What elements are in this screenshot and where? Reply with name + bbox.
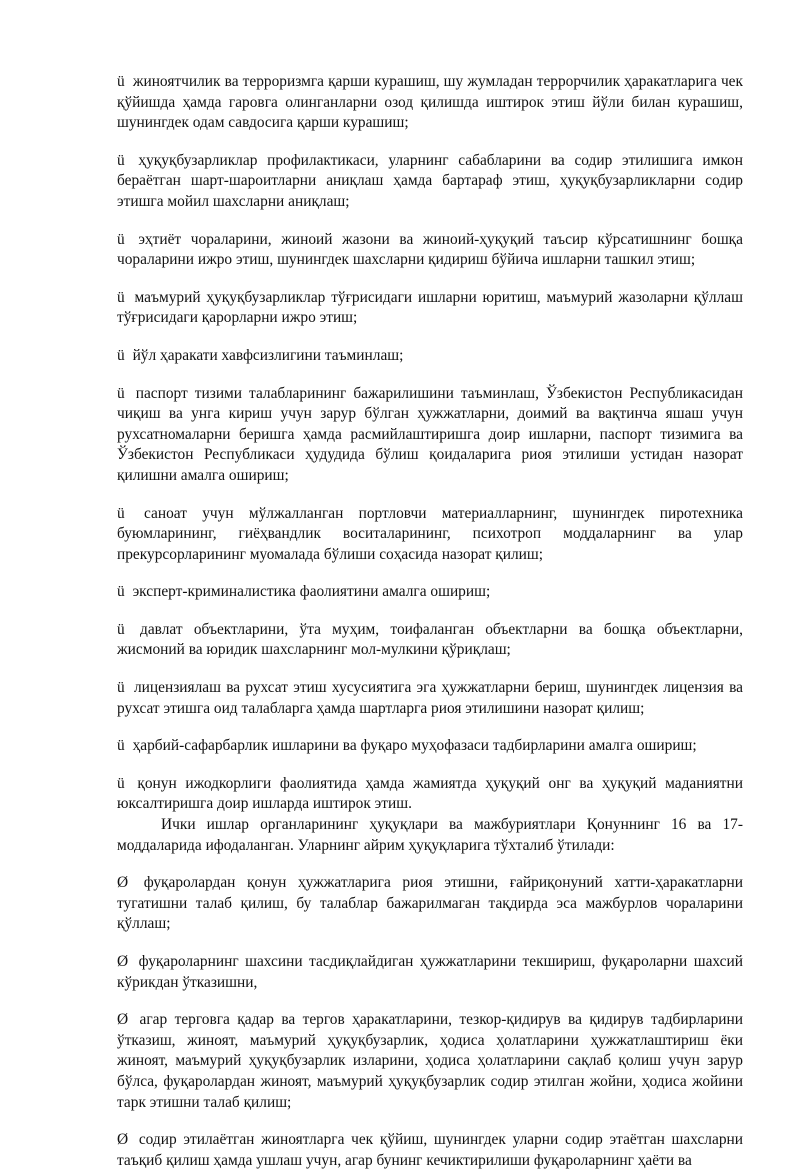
arrow-bullet-icon: Ø xyxy=(117,874,129,892)
list-item-text: қонун ижодкорлиги фаолиятида ҳамда жамиятда ҳуқуқий онг ва ҳуқуқий маданиятни юксалтиришга доир ишларда иштирок этиш. xyxy=(117,774,743,813)
checkmark-bullet-icon: ü xyxy=(117,620,125,638)
checkmark-bullet-icon: ü xyxy=(117,151,125,169)
list-item xyxy=(117,1130,743,1171)
list-item xyxy=(117,504,743,566)
checkmark-bullet-icon: ü xyxy=(117,346,125,364)
list-item xyxy=(117,346,743,367)
list-item-text: йўл ҳаракати хавфсизлигини таъминлаш; xyxy=(132,346,404,364)
list-item xyxy=(117,678,743,719)
list-item-text: эксперт-криминалистика фаолиятини амалга ошириш; xyxy=(132,583,491,601)
list-item-text: давлат объектларини, ўта муҳим, тоифаланган объектларни ва бошқа объектларни, жисмоний ва юридик шахсларнинг мол-мулкини қўриқлаш; xyxy=(117,620,743,659)
arrow-bullet-icon: Ø xyxy=(117,953,129,970)
list-item xyxy=(117,736,743,757)
checkmark-bullet-icon: ü xyxy=(117,774,125,792)
list-item-text: ҳуқуқбузарликлар профилактикаси, уларнинг сабабларини ва содир этилишига имкон бераётган шарт-шароитларни аниқлаш ҳамда бартараф этиш, ҳуқуқбузарликларни содир этишга мойил шахсларни аниқлаш; xyxy=(117,151,743,210)
list-item xyxy=(117,384,743,487)
list-item-text: фуқароларнинг шахсини тасдиқлайдиган ҳужжатларини текшириш, фуқароларни шахсий кўрикдан ўтказишни, xyxy=(117,953,743,991)
list-item-text: маъмурий ҳуқуқбузарликлар тўғрисидаги ишларни юритиш, маъмурий жазоларни қўллаш тўғрисидаги қарорларни ижро этиш; xyxy=(117,288,743,327)
arrow-bullet-icon: Ø xyxy=(117,1011,129,1029)
list-item xyxy=(117,1010,743,1113)
list-item-text: саноат учун мўлжалланган портловчи материалларнинг, шунингдек пиротехника буюмларининг, гиёҳвандлик воситаларининг, психотроп моддаларнинг ва улар прекурсорларининг муомалада бўлиши соҳасида назорат қилиш; xyxy=(117,504,743,563)
list-item xyxy=(117,774,743,815)
checkmark-bullet-icon: ü xyxy=(117,583,125,601)
list-item xyxy=(117,620,743,661)
list-item-text: паспорт тизими талабларининг бажарилишини таъминлаш, Ўзбекистон Республикасидан чиқиш ва унга кириш учун зарур бўлган ҳужжатларни, доимий ва вақтинча яшаш учун рухсатномаларни беришга ҳамда расмийлаштиришга доир ишларни, паспорт тизимига ва Ўзбекистон Республикаси ҳудудида бўлиш қоидаларига риоя этилиши устидан назорат қилишни амалга ошириш; xyxy=(117,384,743,484)
list-item xyxy=(117,952,743,993)
arrow-bullet-icon: Ø xyxy=(117,1131,129,1149)
list-item xyxy=(117,873,743,935)
checkmark-bullet-icon: ü xyxy=(117,679,125,697)
checkmark-bullet-icon: ü xyxy=(117,73,125,90)
list-item-text: агар терговга қадар ва тергов ҳаракатларини, тезкор-қидирув ва қидирув тадбирларини ўтказиш, жиноят, маъмурий ҳуқуқбузарлик, ҳодиса ҳолатларини ҳужжатлаштириш ёки жиноят, маъмурий ҳуқуқбузарлик изларини, ҳодиса ҳолатларини сақлаб қолиш учун зарур бўлса, фуқаролардан жиноят, маъмурий ҳуқуқбузарлик содир этилган жойни, ҳодиса жойини тарк этишни талаб қилиш; xyxy=(117,1011,744,1111)
checkmark-bullet-icon: ü xyxy=(117,230,125,248)
list-item-text: фуқаролардан қонун ҳужжатларига риоя этишни, ғайриқонуний хатти-ҳаракатларни тугатишни талаб қилиш, бу талаблар бажарилмаган тақдирда эса мажбурлов чораларини қўллаш; xyxy=(117,874,743,933)
list-item-text: ҳарбий-сафарбарлик ишларини ва фуқаро муҳофазаси тадбирларини амалга ошириш; xyxy=(132,737,697,755)
body-paragraph: Ички ишлар органларининг ҳуқуқлари ва мажбуриятлари Қонуннинг 16 ва 17-моддаларида ифодаланган. Уларнинг айрим ҳуқуқларига тўхталиб ўтилади: xyxy=(117,816,743,854)
list-item xyxy=(117,72,743,134)
list-item xyxy=(117,151,743,213)
list-item xyxy=(117,230,743,271)
list-item-text: лицензиялаш ва рухсат этиш хусусиятига эга ҳужжатларни бериш, шунингдек лицензия ва рухсат этишга оид талабларга ҳамда шартларга риоя этилишини назорат қилиш; xyxy=(117,679,743,717)
checkmark-bullet-icon: ü xyxy=(117,288,125,306)
list-item-text: эҳтиёт чораларини, жиноий жазони ва жиноий-ҳуқуқий таъсир кўрсатишнинг бошқа чораларини ижро этиш, шунингдек шахсларни қидириш бўйича ишларни ташкил этиш; xyxy=(117,230,743,269)
checkmark-bullet-icon: ü xyxy=(117,384,125,402)
list-item xyxy=(117,582,743,603)
checkmark-bullet-icon: ü xyxy=(117,737,125,755)
list-item-text: содир этилаётган жиноятларга чек қўйиш, шунингдек уларни содир этаётган шахсларни таъқиб қилиш ҳамда ушлаш учун, агар бунинг кечиктирилиши фуқароларнинг ҳаёти ва xyxy=(117,1131,743,1169)
list-item xyxy=(117,288,743,329)
list-item-text: жиноятчилик ва терроризмга қарши курашиш, шу жумладан террорчилик ҳаракатларига чек қўйишда ҳамда гаровга олинганларни озод қилишда иштирок этиш йўли билан курашиш, шунингдек одам савдосига қарши курашиш; xyxy=(117,73,743,132)
checkmark-bullet-icon: ü xyxy=(117,504,125,522)
